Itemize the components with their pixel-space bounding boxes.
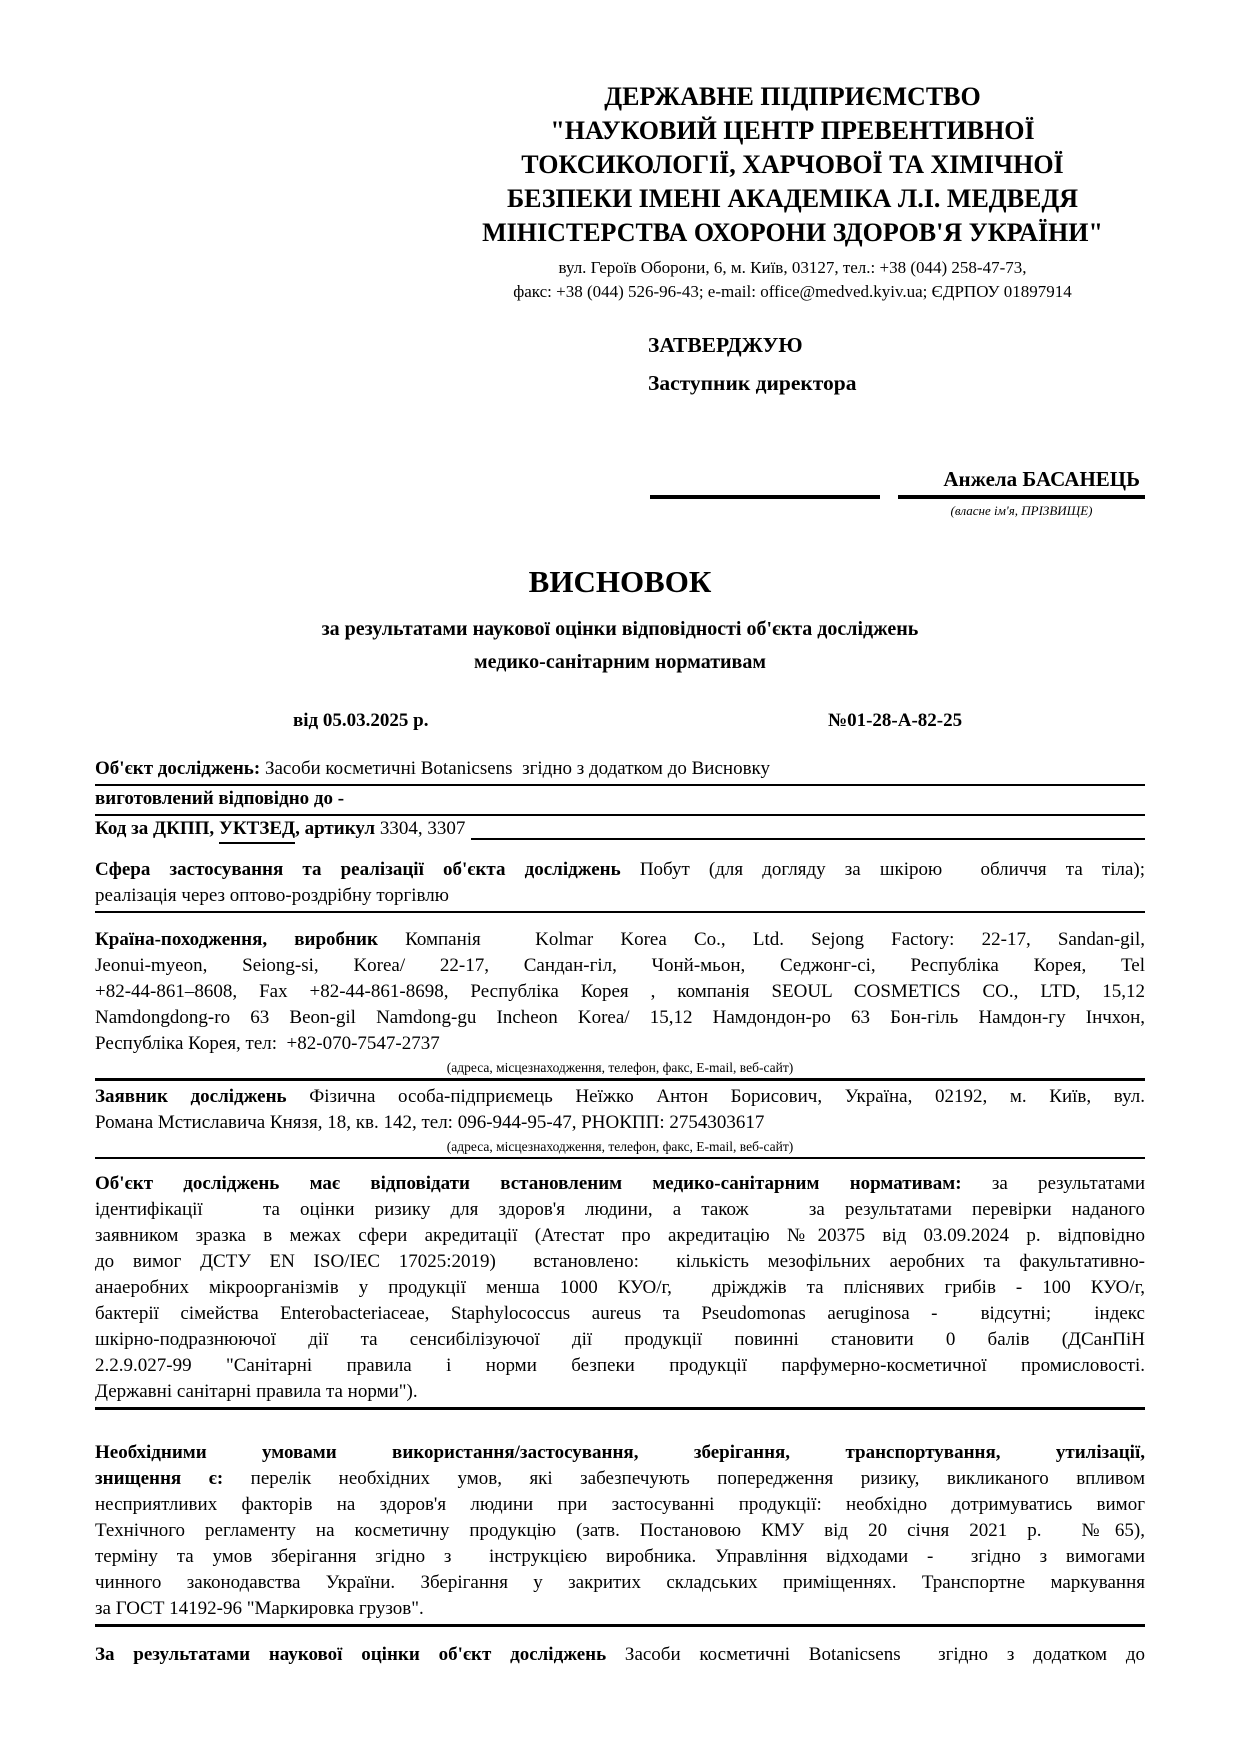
approval-word: ЗАТВЕРДЖУЮ	[648, 333, 803, 357]
text-line	[95, 979, 1145, 1005]
field-text: бактерії сімейства Enterobacteriaceae, Staphylococcus aureus та Pseudomonas aeruginosa - відсутні; індекс	[95, 1303, 1145, 1324]
text-line	[95, 786, 1145, 812]
text-line	[95, 1275, 1145, 1301]
compliance-para	[95, 1171, 1145, 1410]
signature-line-right	[898, 494, 1145, 499]
field-label: Код за ДКПП,	[95, 818, 219, 839]
field-text: до вимог ДСТУ EN ISO/IEC 17025:2019) встановлено: кількість мезофільних аеробних та факультативно-	[95, 1251, 1145, 1272]
body-sections	[95, 756, 1145, 1668]
field-label: Об'єкт досліджень:	[95, 758, 265, 779]
org-address-line: факс: +38 (044) 526-96-43; e-mail: office@medved.kyiv.ua; ЄДРПОУ 01897914	[513, 282, 1072, 301]
text-line	[95, 1084, 1145, 1110]
field-text: терміну та умов зберігання згідно з інструкцією виробника. Управління відходами - згідно з вимогами	[95, 1546, 1145, 1567]
document-subtitle-line: медико-санітарним нормативам	[474, 651, 766, 673]
field-text: Романа Мстиславича Князя, 18, кв. 142, тел: 096-944-95-47, РНОКПП: 2754303617	[95, 1112, 765, 1133]
field-label: УКТЗЕД	[219, 816, 295, 844]
org-name-line: "НАУКОВИЙ ЦЕНТР ПРЕВЕНТИВНОЇ	[550, 116, 1035, 145]
doc-meta-row	[95, 707, 1145, 734]
org-name-line: ДЕРЖАВНЕ ПІДПРИЄМСТВО	[604, 82, 981, 111]
text-line	[95, 1353, 1145, 1379]
field-text: Фізична особа-підприємець Неїжко Антон Борисович, Україна, 02192, м. Київ, вул.	[309, 1086, 1145, 1107]
text-line	[95, 1249, 1145, 1275]
field-caption: (адреса, місцезнаходження, телефон, факс, E-mail, веб-сайт)	[446, 1060, 794, 1075]
field-text: Namdongdong-ro 63 Beon-gil Namdong-gu Incheon Korea/ 15,12 Намдондон-ро 63 Бон-гіль Намдон-гу Інчхон,	[95, 1007, 1145, 1028]
org-name-line: БЕЗПЕКИ ІМЕНІ АКАДЕМІКА Л.І. МЕДВЕДЯ	[506, 184, 1079, 213]
conditions-para	[95, 1440, 1145, 1627]
field-text: 2.2.9.027-99 "Санітарні правила і норми безпеки продукції парфумерно-косметичної промисловості.	[95, 1355, 1145, 1376]
document-subtitle-line: за результатами наукової оцінки відповідності об'єкта досліджень	[321, 618, 919, 640]
object-field	[95, 756, 1145, 786]
field-text: Технічного регламенту на косметичну продукцію (затв. Постановою КМУ від 20 січня 2021 р. №65),	[95, 1520, 1145, 1541]
org-name-line: МІНІСТЕРСТВА ОХОРОНИ ЗДОРОВ'Я УКРАЇНИ"	[482, 218, 1103, 247]
signature-caption: (власне ім'я, ПРІЗВИЩЕ)	[950, 503, 1093, 518]
signature-line-left	[650, 494, 880, 499]
doc-number: №01-28-А-82-25	[828, 710, 963, 731]
field-text: Засоби косметичні Botanicsens згідно з додатком до Висновку	[264, 758, 770, 779]
applicant-field	[95, 1084, 1145, 1159]
field-label: , артикул	[295, 818, 380, 839]
org-address-line: вул. Героїв Оборони, 6, м. Київ, 03127, тел.: +38 (044) 258-47-73,	[558, 258, 1027, 277]
field-label: За результатами наукової оцінки об'єкт досліджень	[95, 1644, 625, 1665]
text-line	[95, 1031, 1145, 1057]
text-line	[95, 1197, 1145, 1223]
text-line	[95, 1110, 1145, 1136]
text-line	[95, 1171, 1145, 1197]
org-name-block	[440, 80, 1145, 304]
field-text: ідентифікації та оцінки ризику для здоров'я людини, а також за результатами перевірки наданого	[95, 1199, 1145, 1220]
field-text: +82-44-861–8608, Fax +82-44-861-8698, Республіка Корея , компанія SEOUL COSMETICS CO., LTD, 15,12	[95, 981, 1145, 1002]
text-line	[95, 1223, 1145, 1249]
field-text: Державні санітарні правила та норми").	[95, 1381, 418, 1402]
text-line	[95, 816, 1145, 844]
text-line	[95, 1596, 1145, 1622]
field-text: заявником зразка в межах сфери акредитації (Атестат про акредитацію №20375 від 03.09.2024 р. відповідно	[95, 1225, 1145, 1246]
field-label: знищення є:	[95, 1468, 251, 1489]
org-header	[95, 80, 1145, 304]
results-para	[95, 1642, 1145, 1668]
text-line	[95, 857, 1145, 883]
field-label: Заявник досліджень	[95, 1086, 310, 1107]
text-line	[95, 1005, 1145, 1031]
text-line	[95, 1544, 1145, 1570]
document-title: ВИСНОВОК	[528, 564, 712, 599]
doc-date: від 05.03.2025 р.	[293, 710, 429, 731]
text-line	[95, 1379, 1145, 1405]
text-line	[95, 1492, 1145, 1518]
field-text: 3304, 3307	[379, 818, 466, 839]
fill-underline	[471, 816, 1145, 840]
field-text: Jeonui-myeon, Seiong-si, Korea/ 22-17, Сандан-гіл, Чонй-мьон, Седжонг-сі, Республіка Корея, Tel	[95, 955, 1145, 976]
field-text: анаеробних мікроорганізмів у продукції менша 1000 КУО/г, дріжджів та пліснявих грибів - 100 КУО/г,	[95, 1277, 1145, 1298]
field-label: Сфера застосування та реалізації об'єкта досліджень	[95, 859, 640, 880]
approver-name: Анжела БАСАНЕЦЬ	[943, 467, 1140, 491]
field-text: шкірно-подразнюючої дії та сенсибілізуючої дії продукції повинні становити 0 балів (ДСанПіН	[95, 1329, 1145, 1350]
field-text: Республіка Корея, тел: +82-070-7547-2737	[95, 1033, 440, 1054]
origin-field	[95, 927, 1145, 1081]
scope-field	[95, 857, 1145, 913]
field-text: чинного законодавства України. Зберігання у закритих складських приміщеннях. Транспортне маркування	[95, 1572, 1145, 1593]
text-line	[95, 1518, 1145, 1544]
document-subtitle	[95, 613, 1145, 679]
text-line	[95, 1570, 1145, 1596]
org-name-line: ТОКСИКОЛОГІЇ, ХАРЧОВОЇ ТА ХІМІЧНОЇ	[521, 150, 1064, 179]
field-text: за результатами	[991, 1173, 1146, 1194]
text-line	[95, 953, 1145, 979]
field-caption: (адреса, місцезнаходження, телефон, факс, E-mail, веб-сайт)	[446, 1139, 794, 1154]
field-text: Компанія Kolmar Korea Co., Ltd. Sejong Factory: 22-17, Sandan-gil,	[405, 929, 1145, 950]
field-text: перелік необхідних умов, які забезпечують попередження ризику, викликаного впливом	[250, 1468, 1146, 1489]
text-line	[95, 883, 1145, 909]
text-line	[95, 1466, 1145, 1492]
field-label: виготовлений відповідно до -	[95, 788, 345, 809]
field-text: Засоби косметичні Botanicsens згідно з додатком до	[624, 1644, 1145, 1665]
text-line	[95, 927, 1145, 953]
field-text: реалізація через оптово-роздрібну торгівлю	[95, 885, 449, 906]
field-label: Країна-походження, виробник	[95, 929, 406, 950]
field-text: несприятливих факторів на здоров'я людини при застосуванні продукції: необхідно дотримуватись вимог	[95, 1494, 1145, 1515]
signature-lines	[95, 494, 1145, 499]
text-line	[95, 756, 1145, 782]
made-field	[95, 786, 1145, 816]
code-field	[95, 816, 1145, 844]
text-line	[95, 1327, 1145, 1353]
field-text: за ГОСТ 14192-96 "Маркировка грузов".	[95, 1598, 424, 1619]
text-line	[95, 1301, 1145, 1327]
approval-block	[648, 326, 1145, 402]
field-label: Об'єкт досліджень має відповідати встановленим медико-санітарним нормативам:	[95, 1173, 992, 1194]
org-address	[440, 256, 1145, 304]
approver-title: Заступник директора	[648, 371, 857, 395]
text-line	[95, 1440, 1145, 1466]
field-text: Побут (для догляду за шкірою обличчя та тіла);	[639, 859, 1145, 880]
text-line	[95, 1642, 1145, 1668]
field-label: Необхідними умовами використання/застосування, зберігання, транспортування, утилізації,	[95, 1442, 1145, 1463]
